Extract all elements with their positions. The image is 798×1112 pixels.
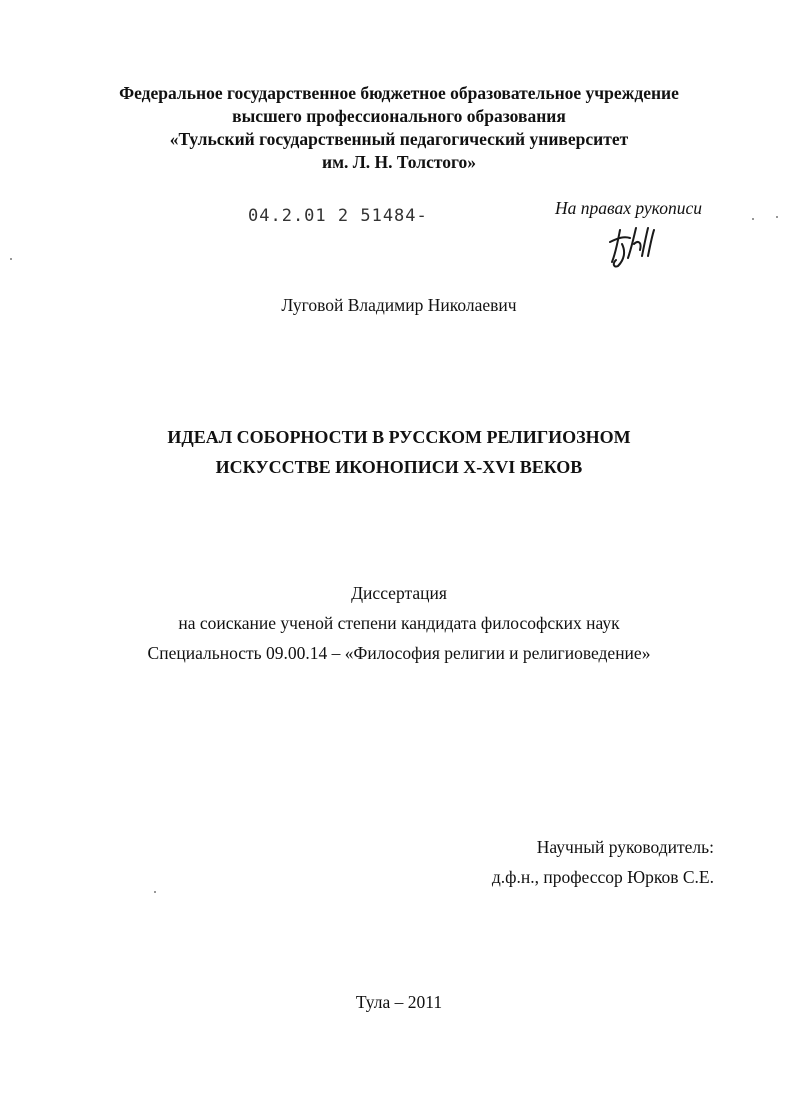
dissertation-title — [0, 422, 798, 482]
scan-speck — [752, 218, 754, 220]
specialty-line: Специальность 09.00.14 – «Философия религии и религиоведение» — [147, 643, 651, 663]
dissertation-type: Диссертация — [351, 583, 447, 603]
scan-speck — [10, 258, 12, 260]
city-year: Тула – 2011 — [355, 992, 443, 1012]
title-line-1: ИДЕАЛ СОБОРНОСТИ В РУССКОМ РЕЛИГИОЗНОМ — [167, 427, 631, 447]
supervisor-block — [492, 832, 714, 892]
institution-line-4: им. Л. Н. Толстого» — [321, 152, 477, 172]
institution-line-2: высшего профессионального образования — [232, 106, 566, 126]
supervisor-name: д.ф.н., профессор Юрков С.Е. — [491, 867, 714, 887]
title-line-2: ИСКУССТВЕ ИКОНОПИСИ X-XVI ВЕКОВ — [215, 457, 583, 477]
scan-speck — [154, 891, 156, 893]
dissertation-info — [0, 578, 798, 668]
supervisor-label: Научный руководитель: — [536, 837, 714, 857]
institution-line-3: «Тульский государственный педагогический университет — [169, 129, 629, 149]
institution-header — [0, 82, 798, 174]
handwritten-signature-icon — [604, 222, 660, 270]
manuscript-rights-note: На правах рукописи — [555, 198, 702, 218]
author-name: Луговой Владимир Николаевич — [281, 295, 517, 315]
library-stamp-number: 04.2.01 2 51484- — [248, 206, 428, 226]
scan-speck — [776, 216, 778, 218]
degree-line: на соискание ученой степени кандидата философских наук — [178, 613, 620, 633]
institution-line-1: Федеральное государственное бюджетное образовательное учреждение — [119, 83, 679, 103]
